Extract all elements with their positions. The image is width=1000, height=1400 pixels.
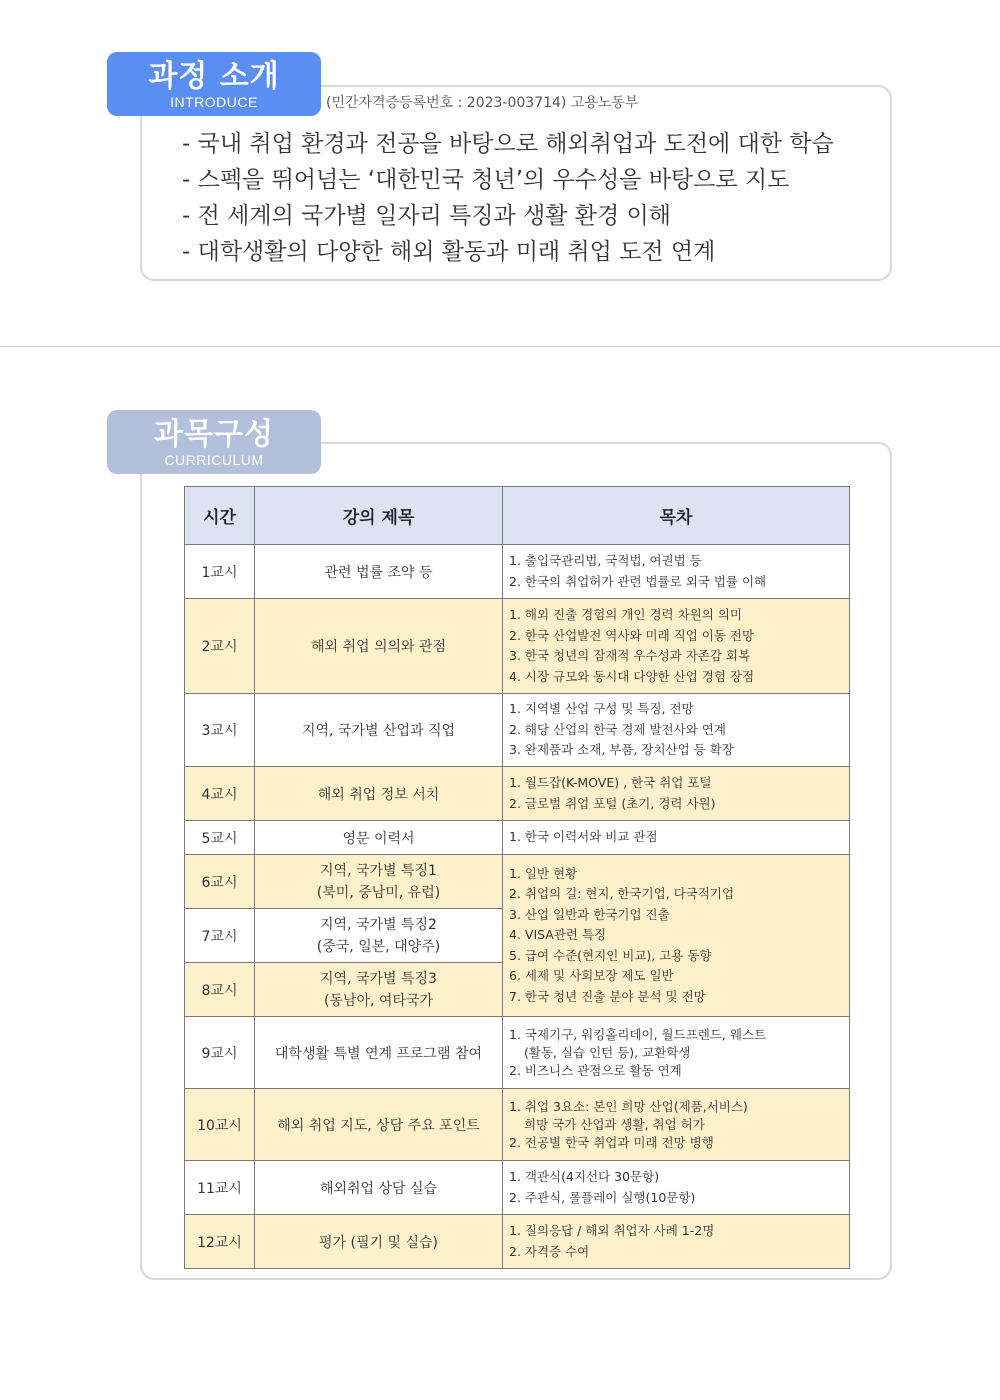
row-time: 12교시	[185, 1215, 255, 1269]
toc-item: 3. 한국 청년의 잠재적 우수성과 자존감 회복	[509, 648, 751, 663]
row-title-text: 영문 이력서	[342, 830, 415, 847]
toc-item: 4. 시장 규모와 동시대 다양한 산업 경험 장점	[509, 668, 755, 684]
curriculum-badge	[107, 410, 321, 474]
intro-bullet: - 국내 취업 환경과 전공을 바탕으로 해외취업과 도전에 대한 학습	[182, 131, 834, 157]
row-title	[255, 963, 503, 1017]
toc-item: 3. 산업 일반과 한국기업 진출	[509, 906, 670, 922]
toc-item: 1. 한국 이력서와 비교 관점	[509, 829, 658, 845]
toc-item: 2. 한국의 취업허가 관련 법률로 외국 법률 이해	[509, 573, 767, 589]
row-time: 7교시	[185, 909, 255, 963]
row-title-text: 지역, 국가별 산업과 직업	[301, 723, 456, 739]
shared-toc	[503, 855, 850, 1017]
intro-bullet-list	[182, 126, 834, 270]
row-title	[255, 821, 503, 855]
row-time: 4교시	[185, 767, 255, 821]
table-row	[185, 694, 850, 767]
row-toc	[503, 1161, 850, 1215]
row-title	[255, 1017, 503, 1089]
row-time: 2교시	[185, 599, 255, 694]
row-title	[255, 545, 503, 599]
toc-item: 3. 완제품과 소재, 부품, 장치산업 등 확장	[509, 742, 734, 758]
header-title: 강의 제목	[255, 487, 503, 545]
row-title	[255, 855, 503, 909]
row-toc	[503, 1017, 850, 1089]
intro-badge	[107, 52, 321, 116]
row-title-text: 해외취업 상담 실습	[319, 1180, 438, 1197]
row-time: 9교시	[185, 1017, 255, 1089]
row-title-text: (동남아, 여타국가	[323, 992, 434, 1009]
table-row	[185, 1017, 850, 1089]
toc-item: 2. 글로벌 취업 포털 (초기, 경력 사원)	[509, 795, 716, 811]
row-title-text: (북미, 중남미, 유럽)	[316, 884, 441, 901]
toc-item: 6. 세제 및 사회보장 제도 일반	[509, 968, 674, 984]
row-toc	[503, 1215, 850, 1269]
toc-item: 1. 취업 3요소: 본인 희망 산업(제품,서비스)	[509, 1098, 748, 1114]
row-title-text: 지역, 국가별 특징2	[320, 916, 437, 933]
toc-item: 1. 해외 진출 경험의 개인 경력 차원의 의미	[509, 607, 742, 622]
toc-item-continued: (활동, 실습 인턴 등), 교환학생	[524, 1044, 691, 1060]
row-time: 1교시	[185, 545, 255, 599]
row-title-text: 지역, 국가별 특징3	[320, 970, 437, 987]
row-toc	[503, 821, 850, 855]
row-title	[255, 599, 503, 694]
row-title-text: 관련 법률 조약 등	[324, 564, 433, 581]
toc-item: 2. 자격증 수여	[509, 1243, 590, 1259]
table-row	[185, 599, 850, 694]
intro-bullet: - 대학생활의 다양한 해외 활동과 미래 취업 도전 연계	[182, 239, 716, 265]
table-row	[185, 767, 850, 821]
toc-item: 1. 일반 현황	[509, 865, 578, 881]
row-title	[255, 909, 503, 963]
table-header-row	[185, 487, 850, 545]
intro-bullet: - 스펙을 뛰어넘는 ‘대한민국 청년’의 우수성을 바탕으로 지도	[182, 167, 790, 193]
table-row	[185, 545, 850, 599]
row-title-text: 해외 취업 지도, 상담 주요 포인트	[277, 1117, 480, 1134]
table-row	[185, 855, 850, 909]
row-time: 11교시	[185, 1161, 255, 1215]
section-divider	[0, 346, 1000, 347]
toc-item: 1. 지역별 산업 구성 및 특징, 전망	[509, 701, 694, 717]
row-title	[255, 1215, 503, 1269]
toc-item: 2. 전공별 한국 취업과 미래 전망 병행	[509, 1134, 714, 1150]
toc-item: 2. 취업의 길: 현지, 한국기업, 다국적기업	[509, 886, 735, 902]
toc-item: 7. 한국 청년 진출 분야 분석 및 전망	[509, 988, 706, 1004]
row-title	[255, 767, 503, 821]
header-toc: 목차	[503, 487, 850, 545]
toc-item: 2. 해당 산업의 한국 경제 발전사와 연계	[509, 721, 726, 737]
row-toc	[503, 694, 850, 767]
toc-item: 2. 비즈니스 관점으로 활동 연계	[509, 1062, 682, 1078]
row-title	[255, 1089, 503, 1161]
row-toc	[503, 1089, 850, 1161]
row-title-text: 해외 취업 의의와 관점	[310, 639, 447, 655]
toc-item: 2. 한국 산업발전 역사와 미래 직업 이동 전망	[509, 627, 755, 643]
intro-bullet: - 전 세계의 국가별 일자리 특징과 생활 환경 이해	[182, 203, 671, 229]
row-time: 3교시	[185, 694, 255, 767]
intro-badge-subtitle: INTRODUCE	[170, 94, 258, 110]
row-time: 8교시	[185, 963, 255, 1017]
toc-item: 4. VISA관련 특징	[509, 927, 607, 943]
curriculum-table	[184, 486, 850, 1269]
row-title	[255, 1161, 503, 1215]
toc-item-continued: 희망 국가 산업과 생활, 취업 허가	[524, 1116, 705, 1132]
row-toc	[503, 545, 850, 599]
curriculum-badge-subtitle: CURRICULUM	[164, 452, 264, 468]
row-title-text: 평가 (필기 및 실습)	[319, 1234, 438, 1251]
row-title-text: 대학생활 특별 연계 프로그램 참여	[274, 1045, 483, 1062]
toc-item: 1. 출입국관리법, 국적법, 여권법 등	[509, 553, 702, 568]
row-title-text: (중국, 일본, 대양주)	[316, 938, 441, 955]
toc-item: 1. 질의응답 / 해외 취업자 사례 1-2명	[509, 1223, 715, 1238]
table-row	[185, 1215, 850, 1269]
table-row	[185, 1089, 850, 1161]
header-time: 시간	[185, 487, 255, 545]
intro-badge-title: 과정 소개	[148, 59, 280, 94]
curriculum-badge-title: 과목구성	[154, 417, 274, 452]
table-row	[185, 821, 850, 855]
row-title-text: 지역, 국가별 특징1	[320, 862, 437, 879]
row-time: 5교시	[185, 821, 255, 855]
toc-item: 5. 급여 수준(현지인 비교), 고용 동향	[509, 947, 712, 963]
toc-item: 1. 객관식(4지선다 30문항)	[509, 1169, 660, 1184]
row-toc	[503, 599, 850, 694]
registration-note: (민간자격증등록번호 : 2023-003714) 고용노동부	[326, 95, 639, 111]
row-time: 10교시	[185, 1089, 255, 1161]
row-time: 6교시	[185, 855, 255, 909]
table-row	[185, 1161, 850, 1215]
row-title-text: 해외 취업 정보 서치	[317, 786, 440, 803]
row-title	[255, 694, 503, 767]
row-toc	[503, 767, 850, 821]
toc-item: 2. 주관식, 롤플레이 실행(10문항)	[509, 1189, 696, 1205]
toc-item: 1. 국제기구, 워킹홀리데이, 월드프렌드, 웨스트	[509, 1026, 767, 1042]
toc-item: 1. 월드잡(K-MOVE) , 한국 취업 포털	[509, 775, 712, 790]
